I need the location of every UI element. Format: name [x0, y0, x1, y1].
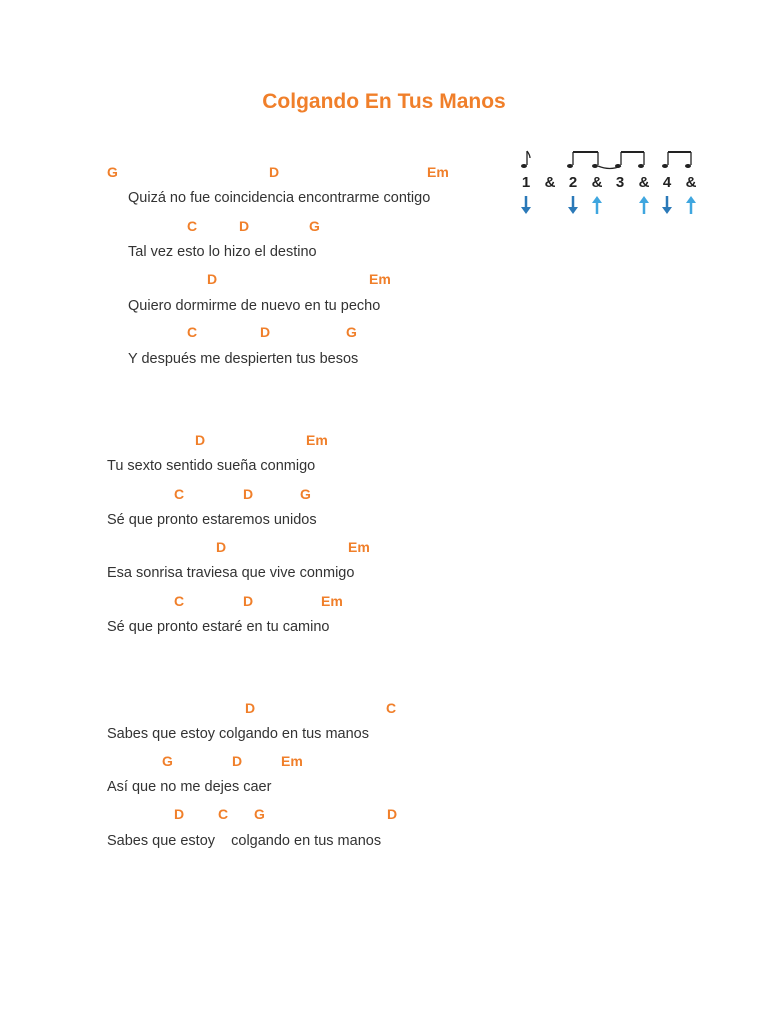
beat-label: 4	[662, 174, 672, 191]
beat-label: &	[544, 174, 556, 191]
up-strum-arrow-icon	[686, 196, 696, 214]
chord: C	[174, 593, 185, 609]
chord: Em	[369, 271, 391, 287]
strum-arrows	[514, 145, 702, 220]
beat-label: &	[591, 174, 603, 191]
lyric-line: Tu sexto sentido sueña conmigo	[107, 458, 316, 474]
chord: D	[195, 432, 206, 448]
beat-label: &	[638, 174, 650, 191]
beat-label: 1	[521, 174, 531, 191]
chord: D	[174, 806, 185, 822]
down-strum-arrow-icon	[521, 196, 531, 214]
lyric-line: Quizá no fue coincidencia encontrarme contigo	[128, 190, 431, 206]
chord: D	[243, 486, 254, 502]
chord: D	[269, 164, 280, 180]
chord: G	[254, 806, 265, 822]
chord: Em	[427, 164, 449, 180]
chord: D	[216, 539, 227, 555]
chord: Em	[281, 753, 303, 769]
chord: D	[243, 593, 254, 609]
chord: G	[107, 164, 118, 180]
beat-label: 2	[568, 174, 578, 191]
lyric-line: Quiero dormirme de nuevo en tu pecho	[128, 298, 381, 314]
chord: C	[174, 486, 185, 502]
lyric-line: Sabes que estoy colgando en tus manos	[107, 833, 382, 849]
lyric-line: Esa sonrisa traviesa que vive conmigo	[107, 565, 355, 581]
chord: C	[187, 324, 198, 340]
down-strum-arrow-icon	[568, 196, 578, 214]
chord: Em	[348, 539, 370, 555]
up-strum-arrow-icon	[592, 196, 602, 214]
chord: D	[232, 753, 243, 769]
lyric-line: Tal vez esto lo hizo el destino	[128, 244, 317, 260]
chord: G	[309, 218, 320, 234]
song-title: Colgando En Tus Manos	[262, 90, 506, 113]
lyric-line: Sé que pronto estaré en tu camino	[107, 619, 330, 635]
chord: C	[187, 218, 198, 234]
lyric-line: Así que no me dejes caer	[107, 779, 272, 795]
chord: G	[162, 753, 173, 769]
chord: D	[260, 324, 271, 340]
chord: C	[386, 700, 397, 716]
chord: G	[346, 324, 357, 340]
strumming-pattern	[514, 145, 702, 220]
lyric-line: Sabes que estoy colgando en tus manos	[107, 726, 369, 742]
chord: C	[218, 806, 229, 822]
up-strum-arrow-icon	[639, 196, 649, 214]
chord: D	[245, 700, 256, 716]
chord: Em	[321, 593, 343, 609]
beat-label: &	[685, 174, 697, 191]
beat-label: 3	[615, 174, 625, 191]
lyric-line: Y después me despierten tus besos	[128, 351, 359, 367]
chord: D	[207, 271, 218, 287]
lyric-line: Sé que pronto estaremos unidos	[107, 512, 317, 528]
chord: G	[300, 486, 311, 502]
chord: D	[387, 806, 398, 822]
chord: Em	[306, 432, 328, 448]
chord: D	[239, 218, 250, 234]
down-strum-arrow-icon	[662, 196, 672, 214]
